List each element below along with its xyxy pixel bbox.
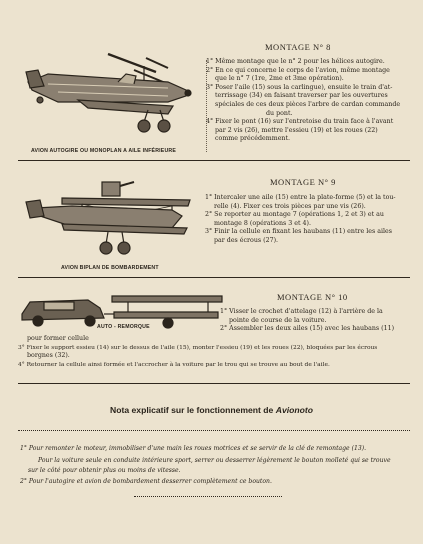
instruction-line: terrissage (34) en faisant traverser par les ouvertures	[215, 92, 388, 100]
section-divider	[18, 277, 410, 278]
instruction-line: par des écrous (27).	[214, 236, 279, 244]
instruction-list	[206, 58, 421, 144]
instruction-line: borgnes (32).	[27, 352, 70, 360]
instruction-line: 3° Poser l'aile (15) sous la carlingue), ensuite le train d'at-	[206, 83, 393, 91]
section-heading: MONTAGE N° 9	[270, 177, 336, 187]
instruction-line: 1° Même montage que le n° 2 pour les hélices autogire.	[206, 58, 385, 65]
instruction-line: spéciales de ces deux pièces l'arbre de cardan commande	[215, 100, 401, 108]
illustration-caption: AVION AUTOGIRE OU MONOPLAN A AILE INFÉRIEURE	[31, 148, 177, 154]
section-heading: MONTAGE N° 10	[277, 292, 348, 302]
instruction-line: pour former cellule	[27, 335, 89, 342]
nota-title	[0, 405, 423, 415]
nota-divider	[18, 430, 410, 431]
instruction-list	[220, 308, 420, 334]
nota-line: 1° Pour remonter le moteur, immobiliser d'une main les roues motrices et se servir de la clé de remontage (13).	[20, 445, 367, 452]
nota-title-prefix: Nota explicatif sur le fonctionnement de	[110, 405, 274, 415]
instruction-line: 4° Retourner la cellule ainsi formée et l'accrocher à la voiture par le trou qui se trouve au bout de l'aile.	[18, 361, 330, 368]
instruction-line: 3° Fixer le support essieu (14) sur le dessus de l'aile (15), monter l'essieu (19) et les roues (22), bloquées par les écrous	[18, 344, 378, 351]
instruction-line: 2° Assembler les deux ailes (15) avec les haubans (11)	[220, 325, 395, 333]
illustration-caption: AUTO - REMORQUE	[97, 324, 150, 330]
instruction-line: 3° Finir la cellule en fixant les haubans (11) entre les ailes	[205, 228, 392, 236]
instruction-line: que le n° 7 (1re, 2me et 3me opération).	[215, 75, 344, 83]
illustration-caption: AVION BIPLAN DE BOMBARDEMENT	[61, 265, 159, 271]
instruction-line: 4° Fixer le pont (16) sur l'entretoise du train face à l'avant	[206, 118, 394, 126]
nota-line: 2° Pour l'autogire et avion de bombardement desserrer complètement ce bouton.	[20, 478, 272, 485]
instruction-line: du pont.	[266, 109, 293, 117]
brand-name: Avionoto	[275, 405, 313, 415]
instruction-line: pointe de course de la voiture.	[229, 316, 327, 324]
instruction-line: 1° Visser le crochet d'attelage (12) à l'arrière de la	[220, 308, 383, 315]
instruction-line: relle (4). Fixer ces trois pièces par une vis (26).	[214, 202, 366, 210]
nota-line: sur le côté pour obtenir plus ou moins de vitesse.	[28, 467, 181, 474]
instruction-line: montage 8 (opérations 3 et 4).	[214, 219, 311, 227]
instruction-line: 2° En ce qui concerne le corps de l'avion, même montage	[206, 66, 390, 74]
instruction-line: 2° Se reporter au montage 7 (opérations 1, 2 et 3) et au	[205, 211, 384, 219]
instruction-line: 1° Intercaler une aile (15) entre la plate-forme (5) et la tou-	[205, 194, 396, 201]
autogiro-monoplane-illustration	[18, 44, 203, 139]
nota-end-rule	[134, 496, 282, 497]
biplane-bomber-illustration	[22, 174, 192, 264]
section-divider	[18, 383, 410, 384]
section-divider	[18, 160, 410, 161]
instruction-list-full-width	[18, 335, 418, 369]
instruction-line: comme précédemment.	[215, 135, 291, 143]
instruction-list	[205, 194, 420, 246]
instruction-line: par 2 vis (26), mettre l'essieu (19) et les roues (22)	[215, 126, 378, 134]
nota-line: Pour la voiture seule en conduite intérieure sport, serrer ou desserrer légèrement le bouton molleté qui se trouve	[38, 457, 391, 464]
section-heading: MONTAGE N° 8	[265, 42, 331, 52]
